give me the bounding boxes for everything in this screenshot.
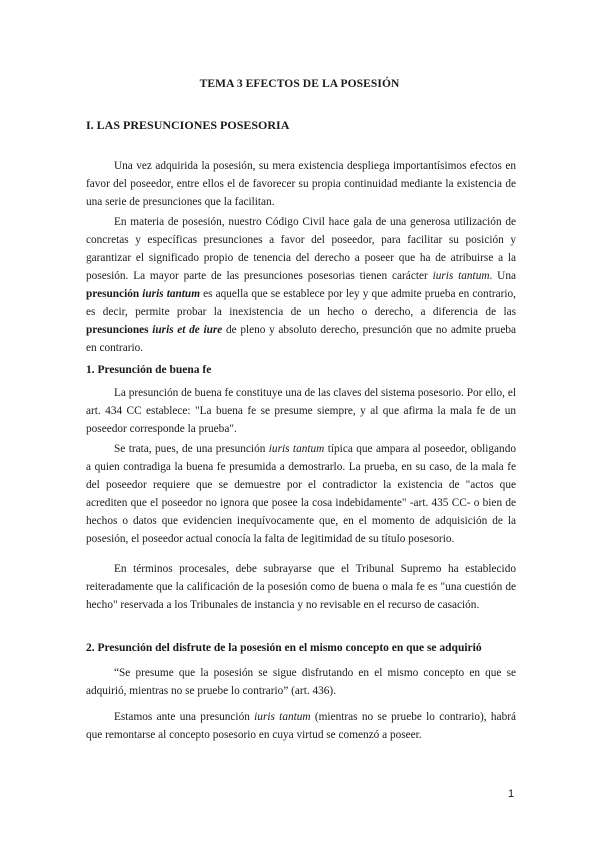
buena-fe-paragraph-2: Se trata, pues, de una presunción iuris tantum típica que ampara al poseedor, obligando a quien contradiga la buena fe presumida a demostrarlo. La prueba, en su caso, de la mala fe del poseedor requiere que se demuestre por el contradictor la existencia de "actos que acrediten que el poseedor no ignora que posee la cosa indebidamente" -art. 435 CC- o bien de hechos o datos que evidencien inequívocamente que, en el momento de adquisición de la posesión, el poseedor actual conocía la falta de legitimidad de su título posesorio. <box>86 443 516 545</box>
disfrute-paragraph-2: Estamos ante una presunción iuris tantum (mientras no se pruebe lo contrario), habrá que remontarse al concepto posesorio en cuya virtud se comenzó a poseer. <box>86 711 516 741</box>
subheading-disfrute-posesion: 2. Presunción del disfrute de la posesión en el mismo concepto en que se adquirió <box>86 642 482 654</box>
page-number: 1 <box>508 788 515 800</box>
intro-paragraph-2: En materia de posesión, nuestro Código Civil hace gala de una generosa utilización de concretas y específicas presunciones a favor del poseedor, para facilitar su posición y garantizar el significado propio de tenencia del derecho a poseer que ha de atribuirse a la posesión. La mayor parte de las presunciones posesorias tienen carácter iuris tantum. Una presunción iuris tantum es aquella que se establece por ley y que admite prueba en contrario, es decir, permite probar la inexistencia de un hecho o derecho, a diferencia de las presunciones iuris et de iure de pleno y absoluto derecho, presunción que no admite prueba en contrario. <box>86 216 516 354</box>
disfrute-paragraph-1: “Se presume que la posesión se sigue disfrutando en el mismo concepto en que se adquirió, mientras no se pruebe lo contrario” (art. 436). <box>86 667 516 697</box>
buena-fe-paragraph-1: La presunción de buena fe constituye una de las claves del sistema posesorio. Por ello, el art. 434 CC establece: "La buena fe se presume siempre, y al que afirma la mala fe de un poseedor corresponde la prueba". <box>86 387 516 435</box>
subheading-buena-fe: 1. Presunción de buena fe <box>86 364 212 376</box>
buena-fe-paragraph-3: En términos procesales, debe subrayarse que el Tribunal Supremo ha establecido reiteradamente que la calificación de la posesión como de buena o mala fe es "una cuestión de hecho" reservada a los Tribunales de instancia y no revisable en el recurso de casación. <box>86 563 516 611</box>
document-title: TEMA 3 EFECTOS DE LA POSESIÓN <box>199 78 400 90</box>
intro-paragraph-1: Una vez adquirida la posesión, su mera existencia despliega importantísimos efectos en favor del poseedor, entre ellos el de favorecer su propia continuidad mediante la existencia de una serie de presunciones que la facilitan. <box>86 160 516 208</box>
section-heading: I. LAS PRESUNCIONES POSESORIA <box>86 118 290 132</box>
